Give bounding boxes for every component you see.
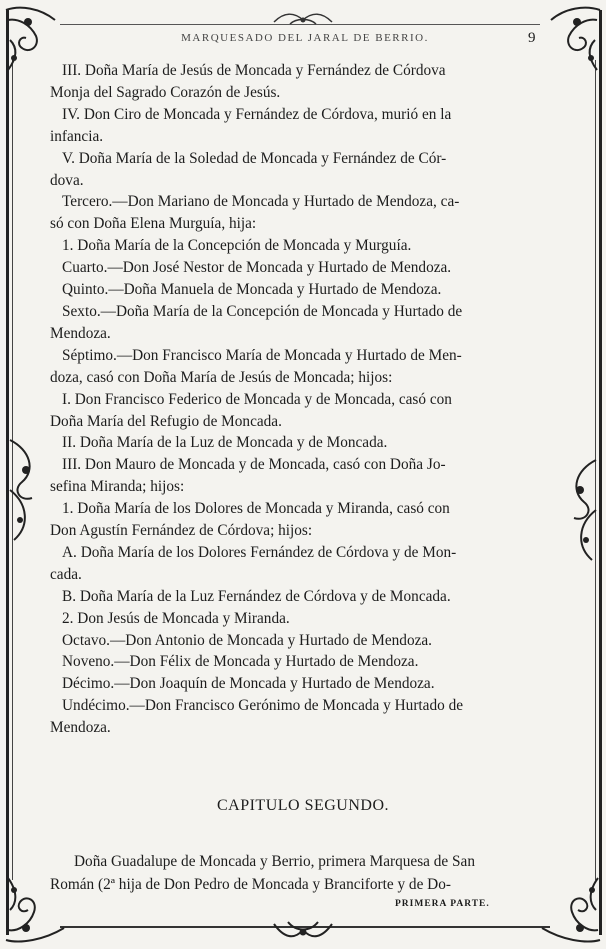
chapter-title: CAPITULO SEGUNDO.	[216, 797, 390, 814]
text-line: só con Doña Elena Murguía, hija:	[50, 215, 257, 233]
footer-signature: PRIMERA PARTE.	[395, 899, 490, 909]
text-line: B. Doña María de la Luz Fernández de Córdova y de Moncada.	[62, 587, 451, 605]
text-line: Quinto.—Doña Manuela de Moncada y Hurtado de Mendoza.	[62, 281, 442, 299]
text-line: II. Doña María de la Luz de Moncada y de Moncada.	[62, 434, 388, 452]
genealogy-text	[50, 60, 562, 739]
text-line: Octavo.—Don Antonio de Moncada y Hurtado de Mendoza.	[62, 631, 433, 649]
text-line: III. Doña María de Jesús de Moncada y Fernández de Córdova	[62, 62, 446, 79]
ornament-right-middle-icon	[556, 450, 606, 570]
text-line: dova.	[50, 171, 84, 189]
text-line: Román (2ª hija de Don Pedro de Moncada y Branciforte y de Do-	[50, 876, 451, 893]
text-line: Décimo.—Don Joaquín de Moncada y Hurtado de Mendoza.	[62, 675, 435, 693]
ornament-bottom-center-icon	[270, 918, 336, 946]
text-line: Cuarto.—Don José Nestor de Moncada y Hurtado de Mendoza.	[62, 259, 452, 277]
text-line: Doña María del Refugio de Moncada.	[50, 412, 282, 430]
text-line: Mendoza.	[50, 324, 111, 342]
chapter-text	[50, 850, 562, 896]
text-line: III. Don Mauro de Moncada y de Moncada, casó con Doña Jo-	[62, 456, 446, 474]
text-line: Doña Guadalupe de Moncada y Berrio, primera Marquesa de San	[74, 853, 475, 870]
ornament-left-middle-icon	[0, 430, 50, 550]
text-line: IV. Don Ciro de Moncada y Fernández de Córdova, murió en la	[62, 105, 452, 123]
text-line: Tercero.—Don Mariano de Moncada y Hurtado de Mendoza, ca-	[62, 193, 460, 211]
text-line: Sexto.—Doña María de la Concepción de Moncada y Hurtado de	[62, 302, 463, 320]
text-line: 1. Doña María de los Dolores de Moncada y Miranda, casó con	[62, 500, 450, 518]
text-line: Monja del Sagrado Corazón de Jesús.	[50, 83, 281, 101]
text-line: V. Doña María de la Soledad de Moncada y Fernández de Cór-	[62, 149, 447, 167]
text-line: doza, casó con Doña María de Jesús de Moncada; hijos:	[50, 368, 393, 386]
text-line: Noveno.—Don Félix de Moncada y Hurtado de Mendoza.	[62, 653, 419, 671]
text-line: sefina Miranda; hijos:	[50, 478, 185, 496]
text-line: 2. Don Jesús de Moncada y Miranda.	[62, 609, 290, 627]
text-line: Mendoza.	[50, 719, 111, 737]
text-line: Undécimo.—Don Francisco Gerónimo de Moncada y Hurtado de	[62, 697, 464, 715]
text-line: Séptimo.—Don Francisco María de Moncada y Hurtado de Men-	[62, 346, 462, 364]
text-line: A. Doña María de los Dolores Fernández de Córdova y de Mon-	[62, 543, 457, 561]
text-line: I. Don Francisco Federico de Moncada y de Moncada, casó con	[62, 390, 452, 408]
text-line: 1. Doña María de la Concepción de Moncada y Murguía.	[62, 237, 412, 255]
text-line: cada.	[50, 565, 82, 583]
text-line: Don Agustín Fernández de Córdova; hijos:	[50, 522, 313, 540]
ornament-top-center-icon	[270, 8, 336, 28]
text-line: infancia.	[50, 127, 104, 145]
running-header: MARQUESADO DEL JARAL DE BERRIO.	[181, 32, 429, 44]
page-number: 9	[528, 30, 536, 46]
